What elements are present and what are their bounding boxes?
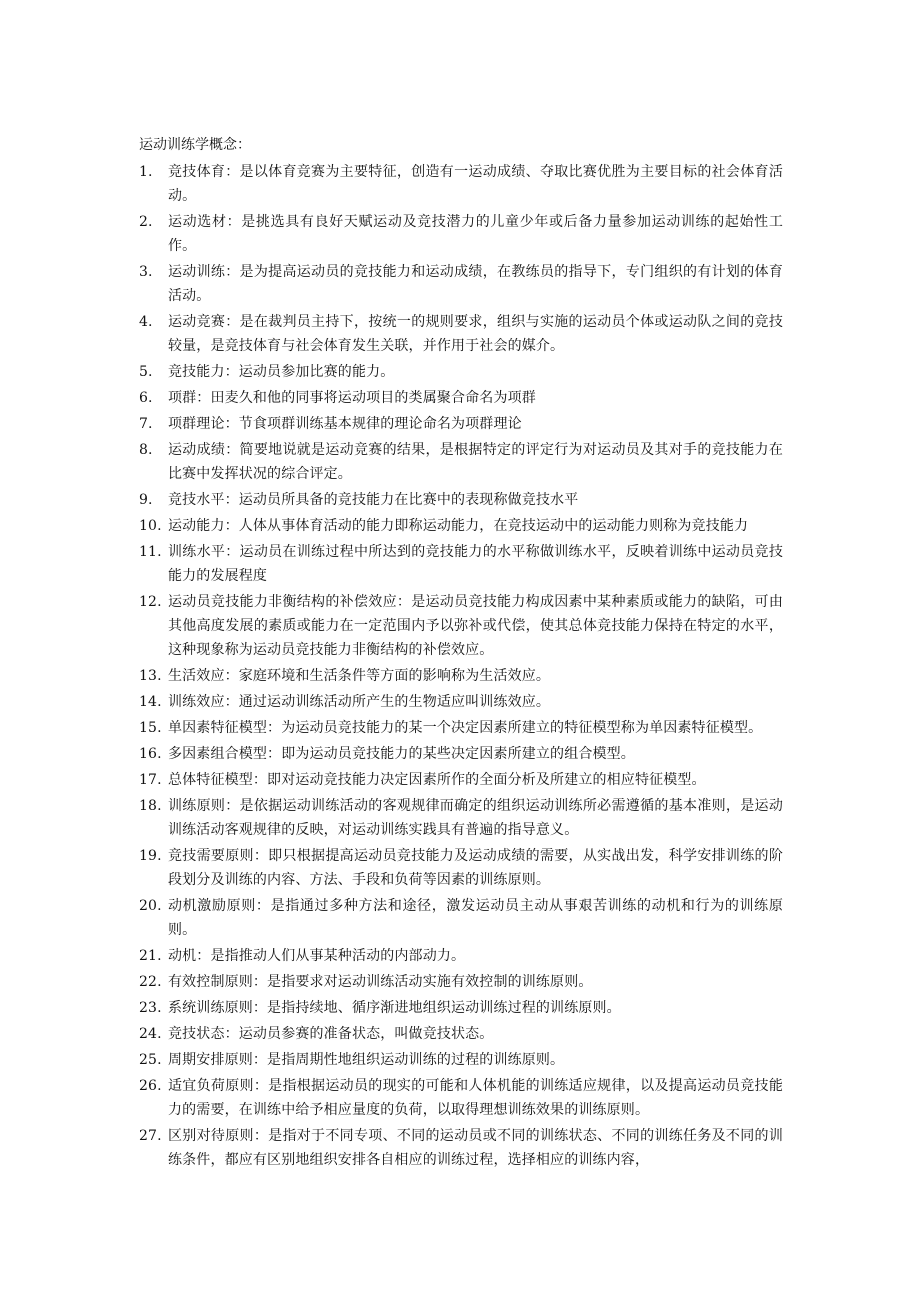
list-item	[139, 1022, 783, 1046]
list-item	[139, 894, 783, 942]
list-item	[139, 210, 783, 258]
concept-list	[139, 160, 783, 1174]
list-item	[139, 716, 783, 740]
list-item	[139, 970, 783, 994]
list-item-number: 19.	[139, 848, 162, 864]
list-item-number: 27.	[139, 1128, 162, 1144]
list-item-text: 动机激励原则：是指通过多种方法和途径，激发运动员主动从事艰苦训练的动机和行为的训练原则。	[168, 898, 783, 938]
list-item	[139, 540, 783, 588]
list-item	[139, 944, 783, 968]
list-item-text: 有效控制原则：是指要求对运动训练活动实施有效控制的训练原则。	[168, 974, 593, 990]
list-item-number: 9.	[139, 492, 153, 508]
list-item-text: 单因素特征模型：为运动员竞技能力的某一个决定因素所建立的特征模型称为单因素特征模型。	[168, 720, 763, 736]
list-item-text: 运动能力：人体从事体育活动的能力即称运动能力，在竞技运动中的运动能力则称为竞技能力	[168, 518, 749, 534]
list-item	[139, 742, 783, 766]
list-item-number: 24.	[139, 1026, 162, 1042]
list-item	[139, 386, 783, 410]
list-item-text: 系统训练原则：是指持续地、循序渐进地组织运动训练过程的训练原则。	[168, 1000, 621, 1016]
list-item-text: 训练效应：通过运动训练活动所产生的生物适应叫训练效应。	[168, 694, 551, 710]
list-item	[139, 590, 783, 662]
list-item	[139, 488, 783, 512]
list-item-number: 18.	[139, 798, 162, 814]
list-item-number: 21.	[139, 948, 162, 964]
list-item-text: 运动竞赛：是在裁判员主持下，按统一的规则要求，组织与实施的运动员个体或运动队之间的竞技较量，是竞技体育与社会体育发生关联，并作用于社会的媒介。	[168, 314, 783, 354]
list-item	[139, 1048, 783, 1072]
list-item-number: 25.	[139, 1052, 162, 1068]
list-item-text: 适宜负荷原则：是指根据运动员的现实的可能和人体机能的训练适应规律，以及提高运动员竞技能力的需要，在训练中给予相应量度的负荷，以取得理想训练效果的训练原则。	[168, 1078, 783, 1118]
list-item	[139, 438, 783, 486]
list-item	[139, 664, 783, 688]
list-item-number: 26.	[139, 1078, 162, 1094]
list-item	[139, 412, 783, 436]
list-item-text: 竞技体育：是以体育竞赛为主要特征，创造有一运动成绩、夺取比赛优胜为主要目标的社会体育活动。	[168, 164, 783, 204]
list-item-number: 23.	[139, 1000, 162, 1016]
list-item-number: 12.	[139, 594, 162, 610]
list-item	[139, 794, 783, 842]
list-item-number: 10.	[139, 518, 162, 534]
list-item-number: 11.	[139, 544, 162, 560]
list-item	[139, 690, 783, 714]
list-item-text: 竞技水平：运动员所具备的竞技能力在比赛中的表现称做竞技水平	[168, 492, 579, 508]
list-item-number: 1.	[139, 164, 153, 180]
list-item-text: 运动训练：是为提高运动员的竞技能力和运动成绩，在教练员的指导下，专门组织的有计划的体育活动。	[168, 264, 783, 304]
list-item-number: 5.	[139, 364, 153, 380]
list-item-number: 2.	[139, 214, 153, 230]
list-item-text: 运动员竞技能力非衡结构的补偿效应：是运动员竞技能力构成因素中某种素质或能力的缺陷，可由其他高度发展的素质或能力在一定范围内予以弥补或代偿，使其总体竞技能力保持在特定的水平，这种现象称为运动员竞技能力非衡结构的补偿效应。	[168, 594, 783, 658]
list-item-number: 20.	[139, 898, 162, 914]
list-item	[139, 260, 783, 308]
list-item	[139, 360, 783, 384]
list-item	[139, 514, 783, 538]
list-item-text: 训练原则：是依据运动训练活动的客观规律而确定的组织运动训练所必需遵循的基本准则，是运动训练活动客观规律的反映，对运动训练实践具有普遍的指导意义。	[168, 798, 783, 838]
list-item-text: 区别对待原则：是指对于不同专项、不同的运动员或不同的训练状态、不同的训练任务及不同的训练条件，都应有区别地组织安排各自相应的训练过程，选择相应的训练内容，	[168, 1128, 783, 1168]
list-item-text: 动机：是指推动人们从事某种活动的内部动力。	[168, 948, 466, 964]
list-item-text: 总体特征模型：即对运动竞技能力决定因素所作的全面分析及所建立的相应特征模型。	[168, 772, 706, 788]
list-item-number: 15.	[139, 720, 162, 736]
list-item-number: 7.	[139, 416, 153, 432]
list-item-number: 13.	[139, 668, 162, 684]
list-item-text: 竞技需要原则：即只根据提高运动员竞技能力及运动成绩的需要，从实战出发，科学安排训练的阶段划分及训练的内容、方法、手段和负荷等因素的训练原则。	[168, 848, 783, 888]
list-item	[139, 996, 783, 1020]
list-item-text: 项群：田麦久和他的同事将运动项目的类属聚合命名为项群	[168, 390, 536, 406]
list-item-text: 竞技状态：运动员参赛的准备状态，叫做竞技状态。	[168, 1026, 494, 1042]
list-item-text: 运动成绩：简要地说就是运动竞赛的结果，是根据特定的评定行为对运动员及其对手的竞技能力在比赛中发挥状况的综合评定。	[168, 442, 783, 482]
list-item	[139, 844, 783, 892]
list-item	[139, 1074, 783, 1122]
list-item-text: 周期安排原则：是指周期性地组织运动训练的过程的训练原则。	[168, 1052, 565, 1068]
list-item	[139, 1124, 783, 1172]
list-item-number: 8.	[139, 442, 153, 458]
list-item-number: 22.	[139, 974, 162, 990]
list-item-number: 17.	[139, 772, 162, 788]
list-item-text: 训练水平：运动员在训练过程中所达到的竞技能力的水平称做训练水平，反映着训练中运动员竞技能力的发展程度	[168, 544, 783, 584]
list-item-number: 6.	[139, 390, 153, 406]
list-item-text: 竞技能力：运动员参加比赛的能力。	[168, 364, 395, 380]
list-item-number: 16.	[139, 746, 162, 762]
list-item-text: 运动选材：是挑选具有良好天赋运动及竞技潜力的儿童少年或后备力量参加运动训练的起始性工作。	[168, 214, 783, 254]
list-item	[139, 310, 783, 358]
list-item-text: 项群理论：节食项群训练基本规律的理论命名为项群理论	[168, 416, 522, 432]
list-item	[139, 768, 783, 792]
list-item-number: 3.	[139, 264, 153, 280]
list-item-number: 4.	[139, 314, 153, 330]
document-title: 运动训练学概念：	[139, 137, 251, 153]
list-item-number: 14.	[139, 694, 162, 710]
list-item	[139, 160, 783, 208]
list-item-text: 多因素组合模型：即为运动员竞技能力的某些决定因素所建立的组合模型。	[168, 746, 635, 762]
list-item-text: 生活效应：家庭环境和生活条件等方面的影响称为生活效应。	[168, 668, 551, 684]
